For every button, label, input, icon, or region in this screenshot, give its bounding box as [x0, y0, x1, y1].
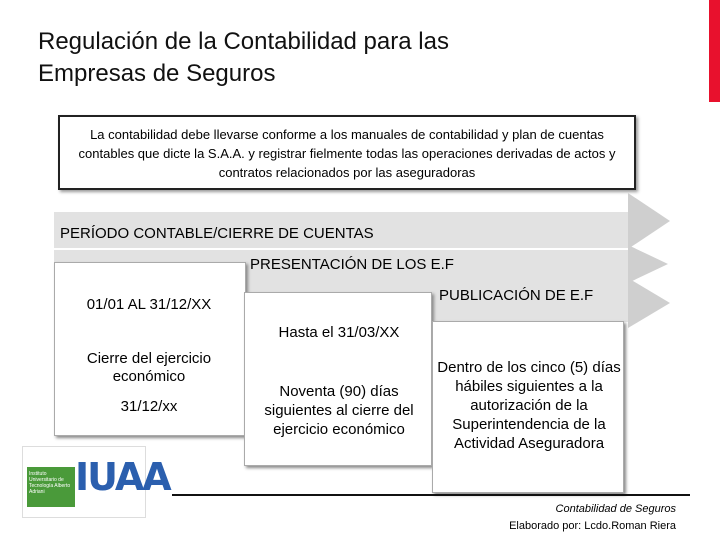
footer-course: Contabilidad de Seguros — [555, 503, 676, 515]
title-line-1: Regulación de la Contabilidad para las — [38, 28, 449, 55]
cierre-date: 31/12/xx — [120, 398, 178, 415]
noventa-text: Noventa (90) días siguientes al cierre del ejercicio económico — [264, 383, 414, 438]
presentacion-label: PRESENTACIÓN DE LOS E.F — [250, 256, 454, 273]
period-dates: 01/01 AL 31/12/XX — [86, 296, 212, 313]
intro-box: La contabilidad debe llevarse conforme a los manuales de contabilidad y plan de cuentas contables que dicte la S.A.A. y registrar fielmente todas las operaciones derivadas de actos y contratos relacionados por las aseguradoras — [58, 115, 636, 190]
footer-divider — [172, 494, 690, 496]
cierre-text: Cierre del ejercicio económico — [86, 350, 212, 385]
logo — [22, 446, 170, 518]
title-line-2: Empresas de Seguros — [38, 60, 276, 87]
hasta-text: Hasta el 31/03/XX — [278, 324, 400, 341]
logo-letters: IUAA — [75, 455, 170, 499]
periodo-arrow — [628, 193, 670, 249]
presentacion-box — [244, 292, 432, 466]
publicacion-arrow — [628, 278, 670, 328]
dentro-text: Dentro de los cinco (5) días hábiles siguientes a la autorización de la Superintendencia de la Actividad Aseguradora — [437, 359, 621, 452]
page-title — [38, 26, 658, 90]
publicacion-label: PUBLICACIÓN DE E.F — [439, 287, 594, 304]
accent-bar — [709, 0, 720, 102]
logo-text: Instituto Universitario de Tecnología Alberto Adriani — [29, 471, 71, 495]
footer-author: Elaborado por: Lcdo.Roman Riera — [509, 520, 676, 532]
periodo-label: PERÍODO CONTABLE/CIERRE DE CUENTAS — [60, 225, 374, 242]
